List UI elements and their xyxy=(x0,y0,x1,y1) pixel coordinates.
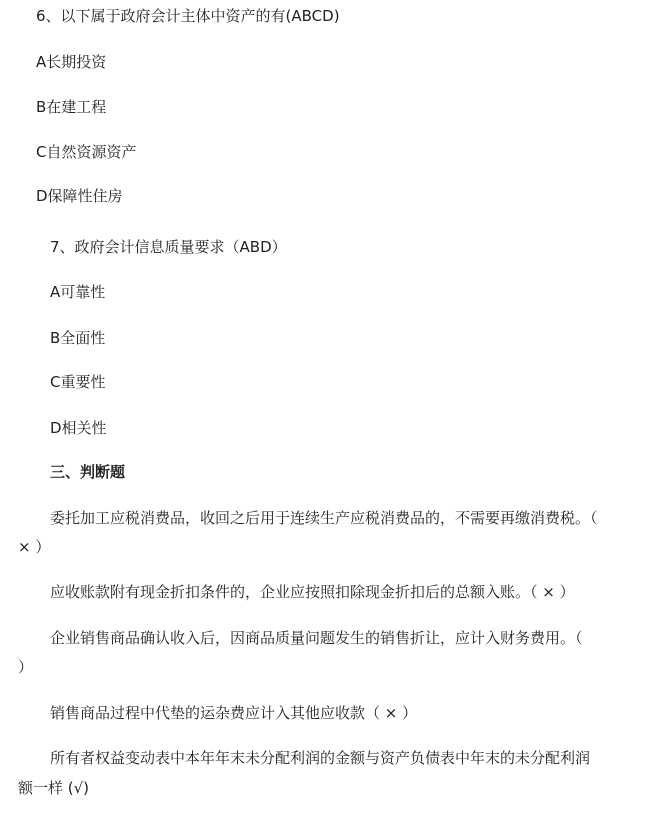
judgement-3-line1: 企业销售商品确认收入后，因商品质量问题发生的销售折让，应计入财务费用。（ xyxy=(50,629,583,647)
judgement-1-line1: 委托加工应税消费品，收回之后用于连续生产应税消费品的，不需要再缴消费税。（ xyxy=(50,509,598,527)
judgement-3-line2: ） xyxy=(18,658,34,676)
q7-option-b: B全面性 xyxy=(50,329,106,347)
section-3-heading: 三、判断题 xyxy=(50,463,126,481)
judgement-5-line2: 额一样 (√) xyxy=(18,779,90,797)
question-7-title: 7、政府会计信息质量要求（ABD） xyxy=(50,238,287,256)
q6-option-d: D保障性住房 xyxy=(36,187,123,205)
judgement-5-line1: 所有者权益变动表中本年年末未分配利润的金额与资产负债表中年末的未分配利润 xyxy=(50,749,591,767)
q7-option-a: A可靠性 xyxy=(50,283,106,301)
q7-option-d: D相关性 xyxy=(50,419,107,437)
judgement-1-line2: × ） xyxy=(18,538,51,556)
judgement-2-line1: 应收账款附有现金折扣条件的，企业应按照扣除现金折扣后的总额入账。（ × ） xyxy=(50,583,575,601)
q6-option-c: C自然资源资产 xyxy=(36,143,137,161)
question-6-title: 6、以下属于政府会计主体中资产的有(ABCD) xyxy=(36,7,340,25)
judgement-4-line1: 销售商品过程中代垫的运杂费应计入其他应收款（ × ） xyxy=(50,704,418,722)
q6-option-a: A长期投资 xyxy=(36,53,107,71)
q6-option-b: B在建工程 xyxy=(36,98,107,116)
q7-option-c: C重要性 xyxy=(50,373,106,391)
